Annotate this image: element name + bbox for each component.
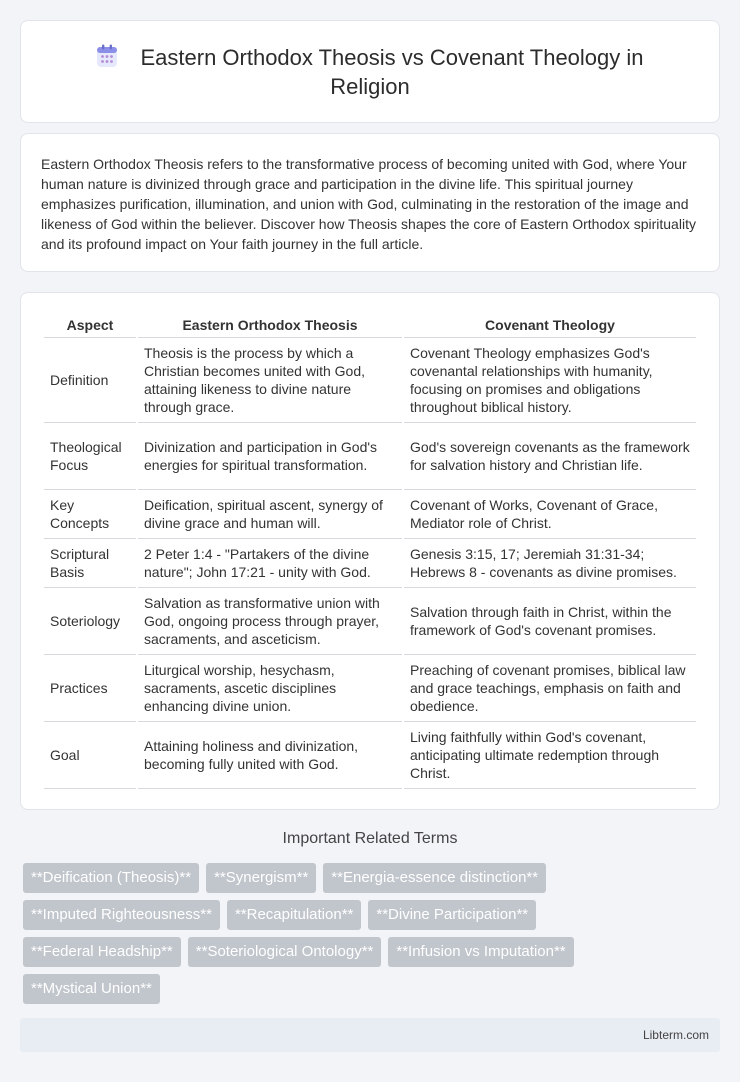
table-row [44, 490, 696, 539]
page-title: Eastern Orthodox Theosis vs Covenant Theology in Religion [140, 45, 644, 99]
row-covenant: Covenant of Works, Covenant of Grace, Mediator role of Christ. [404, 490, 696, 539]
footer-brand[interactable]: Libterm.com [642, 1028, 709, 1042]
intro-paragraph: Eastern Orthodox Theosis refers to the transformative process of becoming united with God, where Your human nature is divinized through grace and participation in the divine life. This spiritual journey emphasizes purification, illumination, and union with God, culminating in the restoration of the image and likeness of God within the believer. Discover how Theosis shapes the core of Eastern Orthodox spirituality and its profound impact on Your faith journey in the full article. [41, 156, 696, 252]
related-terms-heading: Important Related Terms [282, 830, 458, 847]
table-row [44, 338, 696, 423]
related-term-tag[interactable]: **Federal Headship** [23, 937, 181, 967]
row-theosis: Deification, spiritual ascent, synergy of divine grace and human will. [138, 490, 402, 539]
header-theosis: Eastern Orthodox Theosis [138, 316, 402, 338]
comparison-table [42, 316, 698, 789]
row-covenant: Preaching of covenant promises, biblical law and grace teachings, emphasis on faith and obedience. [404, 655, 696, 722]
row-aspect: Scriptural Basis [44, 539, 136, 588]
table-row [44, 423, 696, 490]
row-aspect: Soteriology [44, 588, 136, 655]
related-term-tag[interactable]: **Mystical Union** [23, 974, 160, 1004]
row-theosis: Salvation as transformative union with God, ongoing process through prayer, sacraments, and asceticism. [138, 588, 402, 655]
related-term-tag[interactable]: **Imputed Righteousness** [23, 900, 220, 930]
table-row [44, 655, 696, 722]
footer [20, 1018, 720, 1052]
row-theosis: Theosis is the process by which a Christian becomes united with God, attaining likeness to divine nature through grace. [138, 338, 402, 423]
row-covenant: Living faithfully within God's covenant, anticipating ultimate redemption through Christ. [404, 722, 696, 789]
tag-row [23, 863, 546, 893]
tag-row [23, 900, 536, 930]
row-theosis: Attaining holiness and divinization, becoming fully united with God. [138, 722, 402, 789]
table-row [44, 588, 696, 655]
table-row [44, 539, 696, 588]
row-covenant: Genesis 3:15, 17; Jeremiah 31:31-34; Hebrews 8 - covenants as divine promises. [404, 539, 696, 588]
related-term-tag[interactable]: **Soteriological Ontology** [188, 937, 382, 967]
related-term-tag[interactable]: **Recapitulation** [227, 900, 361, 930]
header-covenant: Covenant Theology [404, 316, 696, 338]
table-header-row [44, 316, 696, 338]
table-row [44, 722, 696, 789]
related-term-tag[interactable]: **Divine Participation** [368, 900, 536, 930]
related-term-tag[interactable]: **Energia-essence distinction** [323, 863, 546, 893]
row-covenant: God's sovereign covenants as the framework for salvation history and Christian life. [404, 423, 696, 490]
row-aspect: Key Concepts [44, 490, 136, 539]
row-theosis: Divinization and participation in God's energies for spiritual transformation. [138, 423, 402, 490]
tag-row [23, 974, 160, 1004]
intro-card [20, 133, 720, 272]
row-aspect: Practices [44, 655, 136, 722]
tag-row [23, 937, 574, 967]
comparison-card [20, 292, 720, 810]
row-covenant: Covenant Theology emphasizes God's covenantal relationships with humanity, focusing on promises and obligations throughout biblical history. [404, 338, 696, 423]
row-aspect: Goal [44, 722, 136, 789]
header-aspect: Aspect [44, 316, 136, 338]
related-term-tag[interactable]: **Synergism** [206, 863, 316, 893]
title-card [20, 20, 720, 123]
row-theosis: 2 Peter 1:4 - "Partakers of the divine nature"; John 17:21 - unity with God. [138, 539, 402, 588]
related-term-tag[interactable]: **Infusion vs Imputation** [388, 937, 573, 967]
row-covenant: Salvation through faith in Christ, within the framework of God's covenant promises. [404, 588, 696, 655]
row-theosis: Liturgical worship, hesychasm, sacraments, ascetic disciplines enhancing divine union. [138, 655, 402, 722]
related-term-tag[interactable]: **Deification (Theosis)** [23, 863, 199, 893]
row-aspect: Theological Focus [44, 423, 136, 490]
page-title-wrap [21, 43, 719, 101]
calendar-icon [96, 44, 118, 68]
row-aspect: Definition [44, 338, 136, 423]
